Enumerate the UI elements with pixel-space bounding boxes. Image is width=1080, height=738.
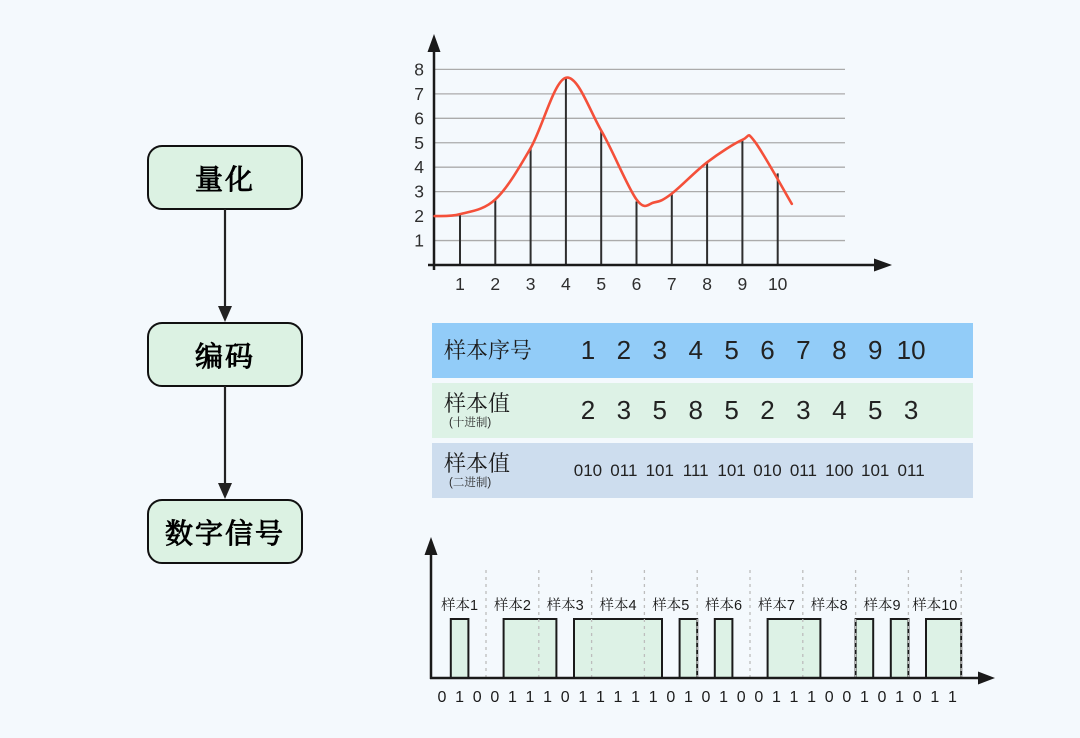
- x-tick-label: 10: [767, 274, 788, 294]
- pulse: [680, 619, 698, 678]
- bit-digit: 1: [895, 689, 905, 706]
- table-cell: 5: [652, 395, 667, 425]
- bit-digit: 1: [807, 689, 817, 706]
- analog-curve: [435, 78, 792, 217]
- pulse: [504, 619, 557, 678]
- table-cell: 4: [832, 395, 847, 425]
- row-header: [432, 392, 570, 429]
- bit-digit: 0: [490, 689, 500, 706]
- bit-digit: 0: [824, 689, 834, 706]
- flow-node-label: 编码: [194, 340, 255, 372]
- table-cell: 101: [717, 460, 746, 480]
- table-cell: 3: [796, 395, 811, 425]
- table-cell: 10: [896, 335, 926, 365]
- sample-label: 样本6: [705, 598, 743, 614]
- table-cell: 2: [760, 395, 775, 425]
- sample-label: 样本1: [441, 598, 479, 614]
- table-cell: 3: [652, 335, 667, 365]
- row-header-sublabel: (二进制): [449, 477, 492, 490]
- x-tick-label: 2: [490, 274, 501, 294]
- pulse: [574, 619, 662, 678]
- table-cell: 5: [867, 395, 883, 425]
- pulse: [451, 619, 469, 678]
- y-tick-label: 5: [414, 132, 424, 153]
- table-cell: 101: [645, 460, 674, 480]
- flow-node-label: 数字信号: [164, 517, 285, 549]
- pulse: [768, 619, 821, 678]
- flow-node-quantization: [147, 145, 303, 210]
- table-cell: 3: [616, 395, 632, 425]
- pulse: [926, 619, 961, 678]
- flow-node-encoding: [147, 322, 303, 387]
- sample-label: 样本4: [599, 598, 637, 614]
- row-header-sublabel: (十进制): [449, 417, 492, 430]
- bit-digit: 1: [543, 689, 553, 706]
- sample-label: 样本5: [652, 598, 690, 614]
- table-cell: 4: [688, 335, 703, 365]
- table-cell: 011: [897, 460, 925, 480]
- flow-node-label: 量化: [194, 163, 255, 195]
- bit-digit: 1: [947, 689, 957, 706]
- table-cell: 1: [580, 335, 596, 365]
- table-row-sample-value-binary: [432, 443, 973, 498]
- sample-stems: [460, 78, 778, 265]
- table-cell: 7: [796, 335, 811, 365]
- bit-digit: 1: [859, 689, 869, 706]
- table-cell: 3: [903, 395, 919, 425]
- bit-digit: 1: [507, 689, 517, 706]
- sample-label: 样本7: [757, 598, 795, 614]
- y-tick-label: 1: [414, 230, 424, 251]
- x-tick-label: 9: [737, 274, 748, 294]
- y-axis-arrowhead-icon: [425, 537, 438, 555]
- y-tick-label: 3: [414, 181, 424, 202]
- bit-digit: 0: [437, 689, 447, 706]
- table-cell: 010: [573, 460, 603, 480]
- bit-digit: 1: [771, 689, 781, 706]
- x-tick-label: 4: [561, 274, 571, 294]
- table-cell: 100: [825, 460, 854, 480]
- table-cell: 111: [682, 460, 709, 480]
- table-cell: 8: [688, 395, 703, 425]
- sample-label: 样本9: [863, 598, 901, 614]
- bit-digit: 1: [613, 689, 623, 706]
- bit-digit: 1: [525, 689, 535, 706]
- flow-arrow-down: [212, 209, 238, 323]
- bit-digit: 0: [666, 689, 676, 706]
- flow-node-digital-signal: [147, 499, 303, 564]
- row-header-label: 样本值: [444, 450, 511, 476]
- table-cell: 8: [832, 335, 847, 365]
- table-row-sample-value-decimal: [432, 383, 973, 438]
- table-cell: 2: [580, 395, 596, 425]
- row-header: [432, 339, 570, 362]
- row-header: [432, 452, 570, 489]
- table-cell: 5: [724, 395, 739, 425]
- bit-digit: 1: [578, 689, 588, 706]
- x-tick-label: 3: [525, 274, 536, 294]
- y-tick-label: 8: [414, 59, 424, 80]
- bit-digit: 1: [930, 689, 940, 706]
- y-tick-label: 6: [414, 108, 424, 129]
- bit-digit: 1: [595, 689, 605, 706]
- x-tick-label: 7: [666, 274, 677, 294]
- x-tick-label: 8: [702, 274, 712, 294]
- arrowhead-icon: [218, 483, 232, 499]
- x-axis-arrowhead-icon: [978, 672, 995, 685]
- bit-digit: 1: [648, 689, 658, 706]
- bit-digit: 1: [683, 689, 693, 706]
- signal-pulses: [451, 619, 961, 678]
- pulse: [891, 619, 909, 678]
- flow-arrow-down: [212, 386, 238, 500]
- row-header-label: 样本序号: [444, 337, 533, 363]
- sample-label: 样本3: [546, 598, 584, 614]
- bit-digit: 0: [912, 689, 922, 706]
- bit-digit: 0: [472, 689, 482, 706]
- y-tick-label: 4: [414, 157, 424, 178]
- table-cell: 010: [753, 460, 782, 480]
- x-tick-label: 5: [596, 274, 607, 294]
- bit-digit: 1: [719, 689, 729, 706]
- bit-digit: 0: [754, 689, 764, 706]
- table-cell: 5: [724, 335, 739, 365]
- x-axis-arrowhead-icon: [874, 259, 892, 272]
- bit-digit: 1: [631, 689, 641, 706]
- y-tick-label: 7: [414, 83, 424, 104]
- row-values: [570, 335, 973, 366]
- y-tick-label: 2: [414, 206, 424, 227]
- x-tick-label: 6: [631, 274, 642, 294]
- digital-signal-waveform-chart: [408, 520, 1068, 735]
- bit-digit: 0: [842, 689, 852, 706]
- row-values: [570, 395, 973, 426]
- table-cell: 9: [867, 335, 883, 365]
- pulse: [715, 619, 733, 678]
- sample-label: 样本2: [493, 598, 531, 614]
- sample-label: 样本10: [912, 598, 958, 614]
- table-cell: 6: [760, 335, 775, 365]
- x-tick-label: 1: [455, 274, 465, 294]
- bit-digit: 1: [455, 689, 465, 706]
- sample-label: 样本8: [810, 598, 848, 614]
- arrowhead-icon: [218, 306, 232, 322]
- table-row-sample-index: [432, 323, 973, 378]
- bit-digit: 0: [560, 689, 570, 706]
- bit-digit: 0: [701, 689, 711, 706]
- bit-digit: 1: [789, 689, 799, 706]
- bit-digit: 0: [736, 689, 746, 706]
- row-header-label: 样本值: [444, 390, 511, 416]
- row-values: [570, 461, 973, 481]
- bit-digit: 0: [877, 689, 887, 706]
- table-cell: 2: [616, 335, 632, 365]
- table-cell: 011: [610, 460, 638, 480]
- y-axis-arrowhead-icon: [428, 34, 441, 52]
- sampling-quantization-chart: [408, 18, 908, 303]
- table-cell: 101: [861, 460, 890, 480]
- table-cell: 011: [789, 460, 817, 480]
- pulse: [856, 619, 874, 678]
